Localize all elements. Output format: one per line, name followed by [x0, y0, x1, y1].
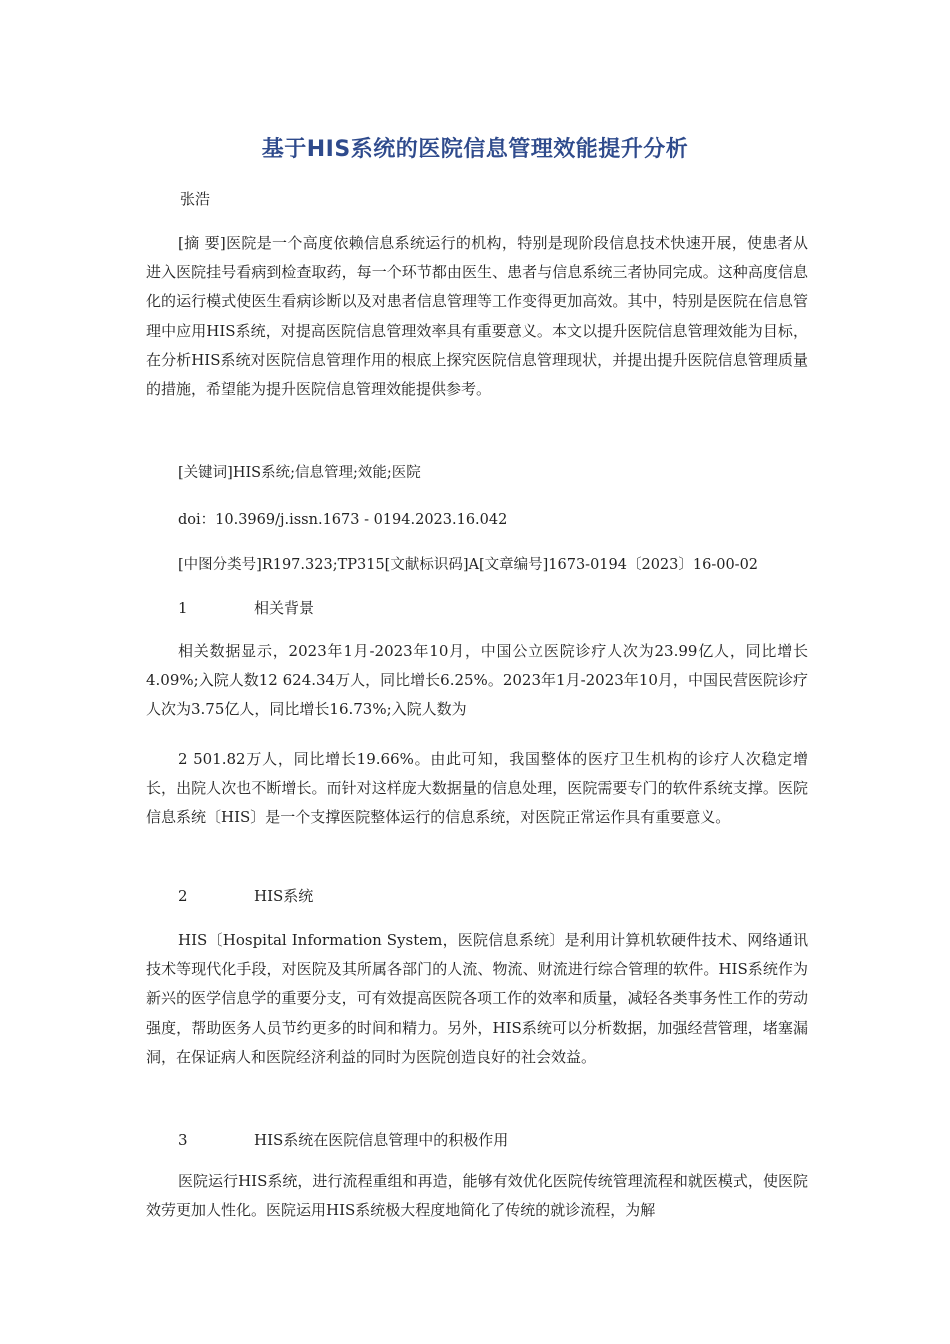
classification-line: [中图分类号]R197.323;TP315[文献标识码]A[文章编号]1673-0194〔2023〕16-00-02 — [178, 557, 759, 573]
section-number: 1 — [178, 599, 188, 617]
body-paragraph: 医院运行HIS系统，进行流程重组和再造，能够有效优化医院传统管理流程和就医模式，使医院效劳更加人性化。医院运用HIS系统极大程度地简化了传统的就诊流程，为解 — [146, 1172, 808, 1220]
section-number: 2 — [178, 887, 188, 905]
keywords-line: [关键词]HIS系统;信息管理;效能;医院 — [178, 465, 421, 481]
section-heading — [178, 1129, 508, 1150]
abstract-paragraph: [摘 要]医院是一个高度依赖信息系统运行的机构，特别是现阶段信息技术快速开展，使患者从进入医院挂号看病到检查取药，每一个环节都由医生、患者与信息系统三者协同完成。这种高度信息化的运行模式使医生看病诊断以及对患者信息管理等工作变得更加高效。其中，特别是医院在信息管理中应用HIS系统，对提高医院信息管理效率具有重要意义。本文以提升医院信息管理效能为目标，在分析HIS系统对医院信息管理作用的根底上探究医院信息管理现状，并提出提升医院信息管理质量的措施，希望能为提升医院信息管理效能提供参考。 — [146, 234, 808, 399]
body-paragraph: 相关数据显示，2023年1月-2023年10月，中国公立医院诊疗人次为23.99亿人，同比增长4.09%;入院人数12 624.34万人，同比增长6.25%。2023年1月-2023年10月，中国民营医院诊疗人次为3.75亿人，同比增长16.73%;入院人数为 — [146, 642, 808, 719]
author-name: 张浩 — [180, 190, 211, 208]
section-title: HIS系统 — [254, 887, 314, 905]
section-heading — [178, 597, 314, 618]
body-paragraph: HIS〔Hospital Information System，医院信息系统〕是利用计算机软硬件技术、网络通讯技术等现代化手段，对医院及其所属各部门的人流、物流、财流进行综合管理的软件。HIS系统作为新兴的医学信息学的重要分支，可有效提高医院各项工作的效率和质量，减轻各类事务性工作的劳动强度，帮助医务人员节约更多的时间和精力。另外，HIS系统可以分析数据，加强经营管理，堵塞漏洞，在保证病人和医院经济利益的同时为医院创造良好的社会效益。 — [146, 931, 808, 1066]
paper-title: 基于HIS系统的医院信息管理效能提升分析 — [261, 137, 689, 162]
section-title: 相关背景 — [254, 599, 315, 617]
body-paragraph: 2 501.82万人，同比增长19.66%。由此可知，我国整体的医疗卫生机构的诊疗人次稳定增长，出院人次也不断增长。而针对这样庞大数据量的信息处理，医院需要专门的软件系统支撑。医院信息系统〔HIS〕是一个支撑医院整体运行的信息系统，对医院正常运作具有重要意义。 — [146, 750, 808, 827]
doi-line: doi：10.3969/j.issn.1673 - 0194.2023.16.042 — [178, 512, 508, 528]
section-number: 3 — [178, 1131, 188, 1149]
section-heading — [178, 885, 313, 906]
section-title: HIS系统在医院信息管理中的积极作用 — [254, 1131, 509, 1149]
